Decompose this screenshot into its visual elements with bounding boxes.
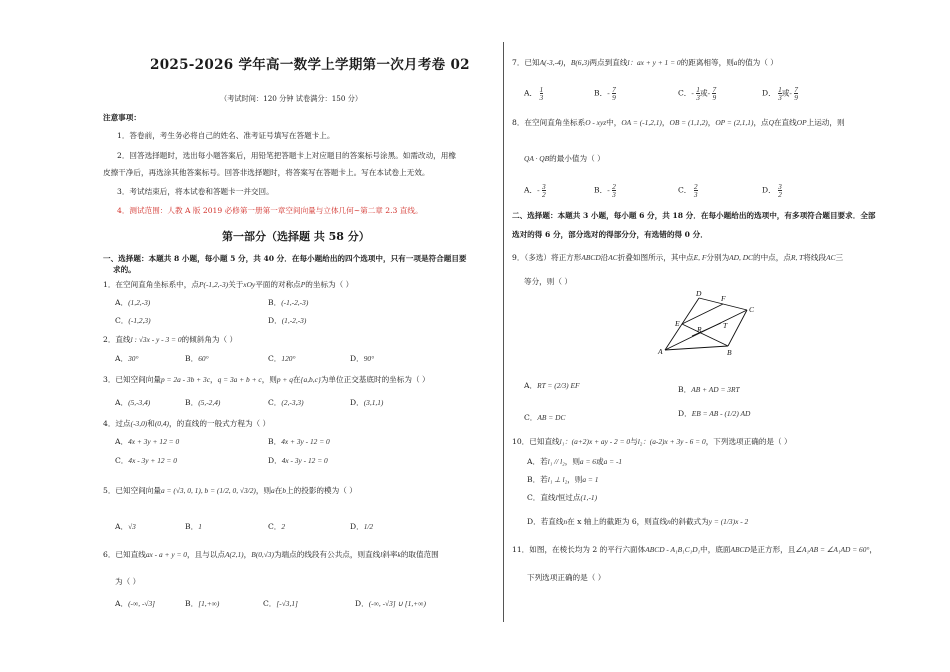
- q4-option-b[interactable]: B．4x + 3y - 12 = 0: [268, 437, 330, 446]
- question-11: 11．如图，在棱长均为 2 的平行六面体ABCD - A₁B₁C₁D₁中，底面ABCD是正方形，且∠A₁AB = ∠A₁AD = 60°，: [512, 545, 877, 554]
- q1-option-a[interactable]: A．(1,2,-3): [115, 298, 151, 307]
- q7-b-fraction: $\frac{7}{9}$: [612, 85, 616, 102]
- q7-option-d[interactable]: D． $\frac{1}{3}$ 或- $\frac{7}{9}$: [762, 85, 798, 102]
- notice-item-4: 4．测试范围：人教 A 版 2019 必修第一册第一章空间向量与立体几何~第二章 2.3 直线。: [117, 206, 423, 215]
- question-8: 8．在空间直角坐标系O - xyz中，OA = (-1,2,1)，OB = (1,1,2)，OP = (2,1,1)，点Q在直线OP上运动，则: [512, 118, 845, 127]
- q4-option-c[interactable]: C．4x - 3y + 12 = 0: [115, 456, 177, 465]
- label-c: C: [749, 305, 755, 314]
- notice-heading: 注意事项：: [103, 113, 141, 122]
- question-8-cont: QA · QB的最小值为（ ）: [524, 154, 605, 163]
- q9-option-a[interactable]: A．RT = (2/3) EF: [524, 381, 580, 390]
- q8-a-fraction: $\frac{3}{2}$: [541, 182, 546, 199]
- question-9-cont: 等分，则（ ）: [524, 277, 572, 286]
- question-6: 6．已知直线ax - a + y = 0，且与以点A(2,1)，B(0,√3)为端点的线段有公共点，则直线l斜率k的取值范围: [103, 550, 439, 559]
- label-r: R: [697, 325, 702, 334]
- label-f: F: [721, 294, 726, 303]
- segment-eb: [682, 324, 728, 346]
- question-10: 10．已知直线l₁：(a+2)x + ay - 2 = 0与l₂：(a-2)x + 3y - 6 = 0，下列选项正确的是（ ）: [512, 437, 792, 446]
- notice-item-2: 2．回答选择题时，选出每小题答案后，用铅笔把答题卡上对应题目的答案标号涂黑。如需改动，用橡: [117, 151, 456, 160]
- q4-option-a[interactable]: A．4x + 3y + 12 = 0: [115, 437, 180, 446]
- q5-option-c[interactable]: C．2: [268, 522, 286, 531]
- q5-option-b[interactable]: B．1: [185, 522, 202, 531]
- edge-cb: [728, 310, 747, 346]
- q3-option-b[interactable]: B．(5,-2,4): [185, 398, 221, 407]
- question-1: 1．在空间直角坐标系中，点P(-1,2,-3)关于xOy平面的对称点P的坐标为（ ）: [103, 280, 354, 289]
- q7-c-fraction-1: $\frac{1}{3}$: [696, 85, 700, 102]
- part-one-heading: 第一部分（选择题 共 58 分）: [222, 230, 370, 243]
- question-9: 9．（多选）将正方形ABCD沿AC折叠如图所示，其中点E, F分别为AD, DC的中点，点R, T将线段AC三: [512, 253, 844, 262]
- section-two-line1: 二、选择题：本题共 3 小题，每小题 6 分，共 18 分．在每小题给出的选项中，有多项符合题目要求．全部: [512, 211, 876, 220]
- q9-option-b[interactable]: B．AB + AD = 3RT: [678, 385, 740, 394]
- q4-option-d[interactable]: D．4x - 3y - 12 = 0: [268, 456, 328, 465]
- q7-a-fraction: $\frac{1}{3}$: [539, 85, 544, 102]
- label-e: E: [675, 319, 680, 328]
- section-one-line1: 一、选择题：本题共 8 小题，每小题 5 分，共 40 分．在每小题给出的四个选项中，只有一项是符合题目要: [103, 254, 467, 263]
- q6-option-b[interactable]: B．[1,+∞): [185, 599, 220, 608]
- q1-option-d[interactable]: D．(1,-2,-3): [268, 316, 307, 325]
- q3-option-a[interactable]: A．(5,-3,4): [115, 398, 151, 407]
- question-3: 3．已知空间向量p = 2a - 3b + 3c，q = 3a + b + c，则p + q在{a,b,c}为单位正交基底时的坐标为（ ）: [103, 375, 430, 384]
- q5-option-d[interactable]: D．1/2: [350, 522, 374, 531]
- q7-option-a[interactable]: A． $\frac{1}{3}$: [524, 85, 544, 102]
- label-t: T: [723, 321, 728, 330]
- q9-option-d[interactable]: D．EB = AB - (1/2) AD: [678, 409, 751, 418]
- section-one-line2: 求的。: [113, 265, 136, 274]
- q7-d-fraction-2: $\frac{7}{9}$: [794, 85, 798, 102]
- label-b: B: [727, 348, 732, 357]
- q10-option-a[interactable]: A．若l₁ // l₂，则a = 6或a = -1: [527, 457, 623, 466]
- q2-option-c[interactable]: C．120°: [268, 354, 296, 363]
- q6-option-d[interactable]: D．(-∞, -√3] ∪ [1,+∞): [355, 599, 426, 608]
- q8-option-d[interactable]: D． $\frac{3}{2}$: [762, 182, 782, 199]
- q9-folded-square-figure: [655, 288, 765, 360]
- edge-ab: [665, 346, 728, 350]
- q10-option-d[interactable]: D．若直线n在 x 轴上的截距为 6，则直线n的斜截式为y = (1/3)x - 2: [527, 517, 749, 526]
- q2-option-b[interactable]: B．60°: [185, 354, 209, 363]
- q8-b-fraction: $\frac{2}{3}$: [612, 182, 616, 199]
- notice-item-3: 3．考试结束后，将本试卷和答题卡一并交回。: [117, 187, 274, 196]
- exam-meta: （考试时间：120 分钟 试卷满分：150 分）: [220, 94, 363, 103]
- exam-title: 2025-2026 学年高一数学上学期第一次月考卷 02: [150, 57, 470, 73]
- q1-option-b[interactable]: B．(-1,-2,-3): [268, 298, 309, 307]
- q8-c-fraction: $\frac{2}{3}$: [693, 182, 698, 199]
- q3-option-c[interactable]: C．(2,-3,3): [268, 398, 304, 407]
- q6-option-c[interactable]: C．[-√3,1]: [263, 599, 298, 608]
- q5-option-a[interactable]: A．√3: [115, 522, 136, 531]
- question-5: 5．已知空间向量a = (√3, 0, 1), b = (1/2, 0, √3/2)，则a在b上的投影的模为（ ）: [103, 486, 357, 495]
- q9-option-c[interactable]: C．AB = DC: [524, 413, 566, 422]
- q2-option-d[interactable]: D．90°: [350, 354, 375, 363]
- q8-option-c[interactable]: C． $\frac{2}{3}$: [678, 182, 698, 199]
- label-d: D: [696, 289, 702, 298]
- q3-option-d[interactable]: D．(3,1,1): [350, 398, 384, 407]
- q8-d-fraction: $\frac{3}{2}$: [778, 182, 782, 199]
- q10-option-b[interactable]: B．若l₁ ⊥ l₂，则a = 1: [527, 475, 599, 484]
- notice-item-2-cont: 皮擦干净后，再选涂其他答案标号。回答非选择题时，将答案写在答题卡上。写在本试卷上无效。: [103, 168, 430, 177]
- q7-d-fraction-1: $\frac{1}{3}$: [778, 85, 782, 102]
- notice-item-1: 1．答卷前，考生务必将自己的姓名、准考证号填写在答题卡上。: [117, 131, 335, 140]
- question-7: 7．已知A(-3,-4)，B(6,3)两点到直线l：ax + y + 1 = 0的距离相等，则a的值为（ ）: [512, 58, 778, 67]
- question-4: 4．过点(-3,0)和(0,4)，的直线的一般式方程为（ ）: [103, 419, 271, 428]
- question-6-cont: 为（ ）: [115, 577, 141, 586]
- q7-option-b[interactable]: B．- $\frac{7}{9}$: [594, 85, 616, 102]
- column-divider: [503, 42, 504, 622]
- q8-option-a[interactable]: A．- $\frac{3}{2}$: [524, 182, 546, 199]
- q7-c-fraction-2: $\frac{7}{9}$: [712, 85, 717, 102]
- q2-option-a[interactable]: A．30°: [115, 354, 139, 363]
- q6-option-a[interactable]: A．(-∞, -√3]: [115, 599, 156, 608]
- q7-option-c[interactable]: C．- $\frac{1}{3}$ 或- $\frac{7}{9}$: [678, 85, 717, 102]
- question-11-cont: 下列选项正确的是（ ）: [527, 573, 606, 582]
- q10-option-c[interactable]: C．直线l恒过点(1,-1): [527, 493, 598, 502]
- question-2: 2．直线l : √3x - y - 3 = 0的倾斜角为（ ）: [103, 335, 238, 344]
- label-a: A: [658, 347, 663, 356]
- q8-option-b[interactable]: B．- $\frac{2}{3}$: [594, 182, 616, 199]
- section-two-line2: 选对的得 6 分，部分选对的得部分分，有选错的得 0 分．: [512, 230, 708, 239]
- q1-option-c[interactable]: C．(-1,2,3): [115, 316, 151, 325]
